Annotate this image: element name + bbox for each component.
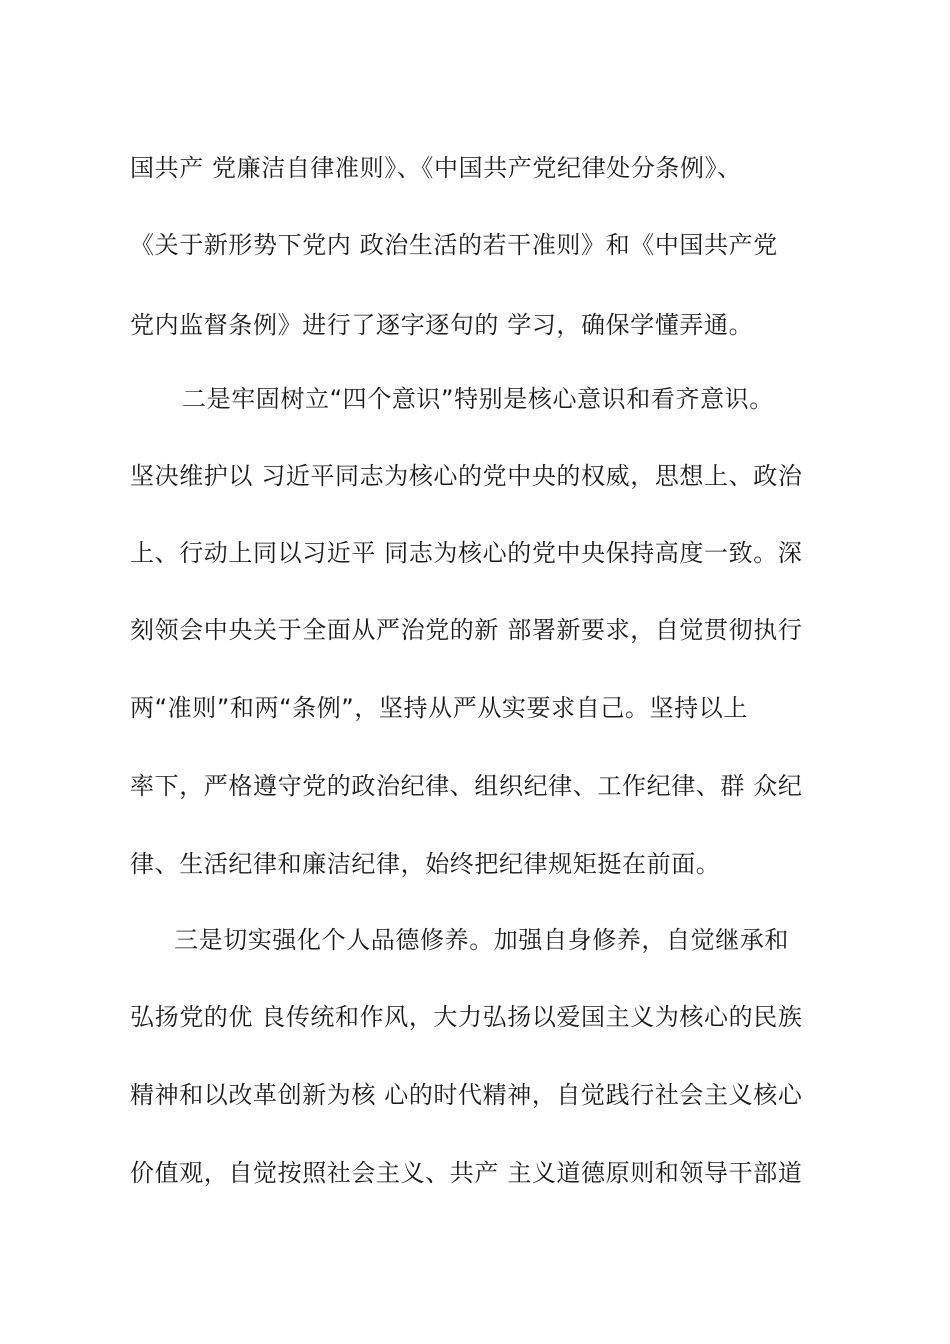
text-line-5: 坚决维护以 习近平同志为核心的党中央的权威，思想上、政治 — [130, 462, 803, 490]
text-line-11: 三是切实强化个人品德修养。加强自身修养，自觉继承和 — [174, 926, 789, 954]
text-line-2: 《关于新形势下党内 政治生活的若干准则》和《中国共产党 — [130, 231, 778, 259]
text-line-13: 精神和以改革创新为核 心的时代精神，自觉践行社会主义核心 — [130, 1081, 803, 1109]
text-line-8: 两“准则”和两“条例”，坚持从严从实要求自己。坚持以上 — [130, 694, 748, 722]
text-line-9: 率下，严格遵守党的政治纪律、组织纪律、工作纪律、群 众纪 — [130, 772, 803, 800]
text-line-12: 弘扬党的优 良传统和作风，大力弘扬以爱国主义为核心的民族 — [130, 1003, 803, 1031]
text-line-6: 上、行动上同以习近平 同志为核心的党中央保持高度一致。深 — [130, 539, 803, 567]
text-line-1: 国共产 党廉洁自律准则》、《中国共产党纪律处分条例》、 — [130, 154, 742, 182]
text-line-4: 二是牢固树立“四个意识”特别是核心意识和看齐意识。 — [182, 385, 774, 413]
text-line-14: 价值观，自觉按照社会主义、共产 主义道德原则和领导干部道 — [130, 1159, 803, 1187]
text-line-3: 党内监督条例》进行了逐字逐句的 学习，确保学懂弄通。 — [130, 311, 754, 339]
text-line-10: 律、生活纪律和廉洁纪律，始终把纪律规矩挺在前面。 — [130, 850, 721, 878]
text-line-7: 刻领会中央关于全面从严治党的新 部署新要求，自觉贯彻执行 — [130, 616, 803, 644]
